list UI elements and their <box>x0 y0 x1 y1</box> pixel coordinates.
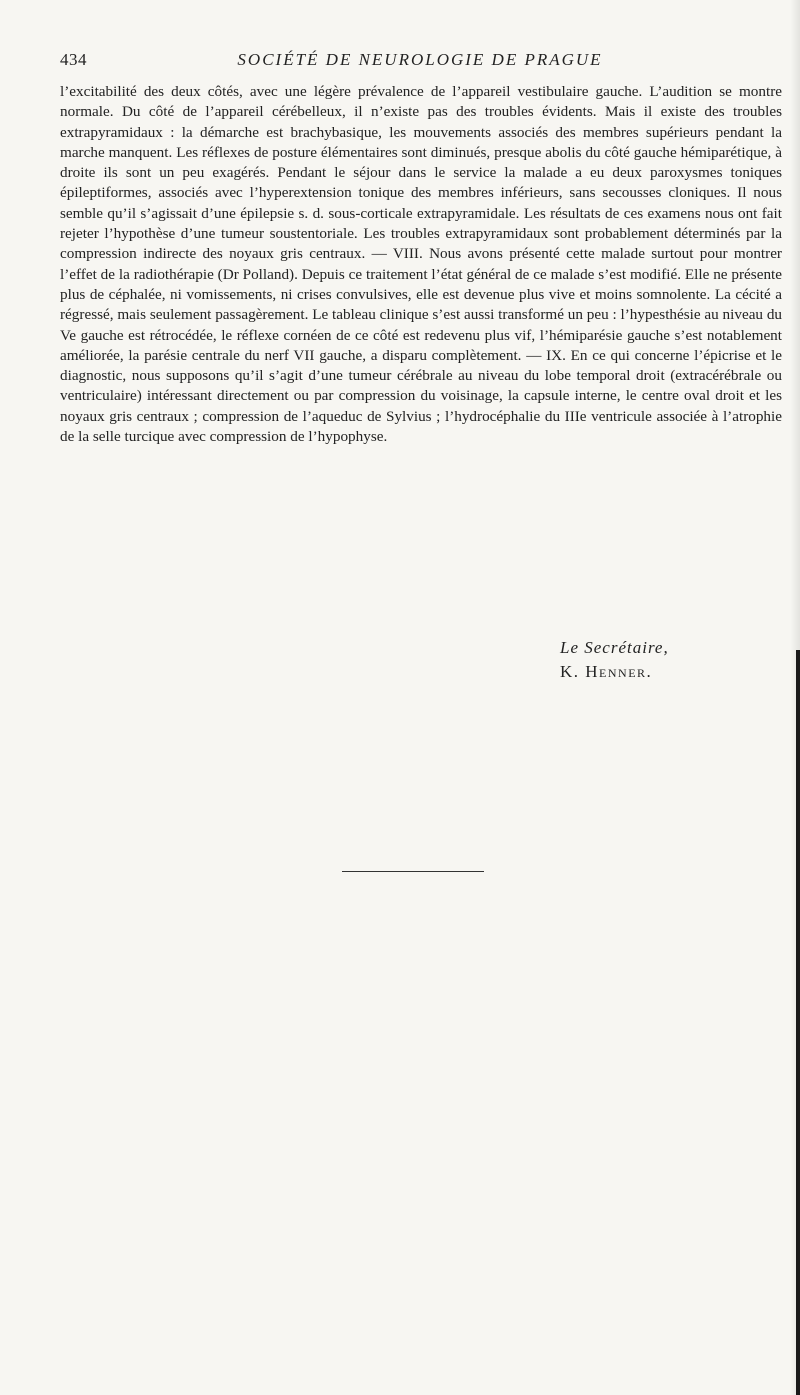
signature-name: K. Henner. <box>560 662 653 681</box>
page-number: 434 <box>60 50 87 69</box>
running-head <box>60 50 780 74</box>
journal-title: SOCIÉTÉ DE NEUROLOGIE DE PRAGUE <box>237 50 603 69</box>
section-separator-rule <box>342 871 484 872</box>
body-paragraph: l’excitabilité des deux côtés, avec une légère prévalence de l’appareil vestibulaire gauche. L’audition se montre normale. Du côté de l’appareil cérébelleux, il n’existe pas des troubles évidents. Mais il existe des troubles extrapyramidaux : la démarche est brachybasique, les mouvements associés des membres supérieurs pendant la marche manquent. Les réflexes de posture élémentaires sont diminués, presque abolis du côté gauche hémiparétique, à droite ils sont un peu exagérés. Pendant le séjour dans le service la malade a eu deux paroxysmes toniques épileptiformes, associés avec l’hyperextension tonique des membres inférieurs, sans secousses cloniques. Il nous semble qu’il s’agissait d’une épilepsie s. d. sous-corticale extrapyramidale. Les résultats de ces examens nous ont fait rejeter l’hypothèse d’une tumeur soustentoriale. Les troubles extrapyramidaux sont probablement déterminés par la compression indirecte des noyaux gris centraux. — VIII. Nous avons présenté cette malade surtout pour montrer l’effet de la radiothérapie (Dr Polland). Depuis ce traitement l’état général de ce malade s’est modifié. Elle ne présente plus de céphalée, ni vomissements, ni crises convulsives, elle est devenue plus vive et moins somnolente. La cécité a régressé, mais seulement passagèrement. Le tableau clinique s’est aussi transformé un peu : l’hypesthésie au niveau du Ve gauche est rétrocédée, le réflexe cornéen de ce côté est redevenu plus vif, l’hémiparésie gauche s’est notablement améliorée, la parésie centrale du nerf VII gauche, a disparu complètement. — IX. En ce qui concerne l’épicrise et le diagnostic, nous supposons qu’il s’agit d’une tumeur cérébrale au niveau du lobe temporal droit (extracérébrale ou ventriculaire) intéressant directement ou par compression du voisinage, la capsule interne, le centre oval droit et les noyaux gris centraux ; compression de l’aqueduc de Sylvius ; l’hydrocéphalie du IIIe ventricule associée à l’atrophie de la selle turcique avec compression de l’hypophyse. <box>60 83 783 446</box>
signature-title: Le Secrétaire, <box>560 638 669 657</box>
page-edge-binding <box>796 650 800 1395</box>
signature-block <box>560 636 760 684</box>
